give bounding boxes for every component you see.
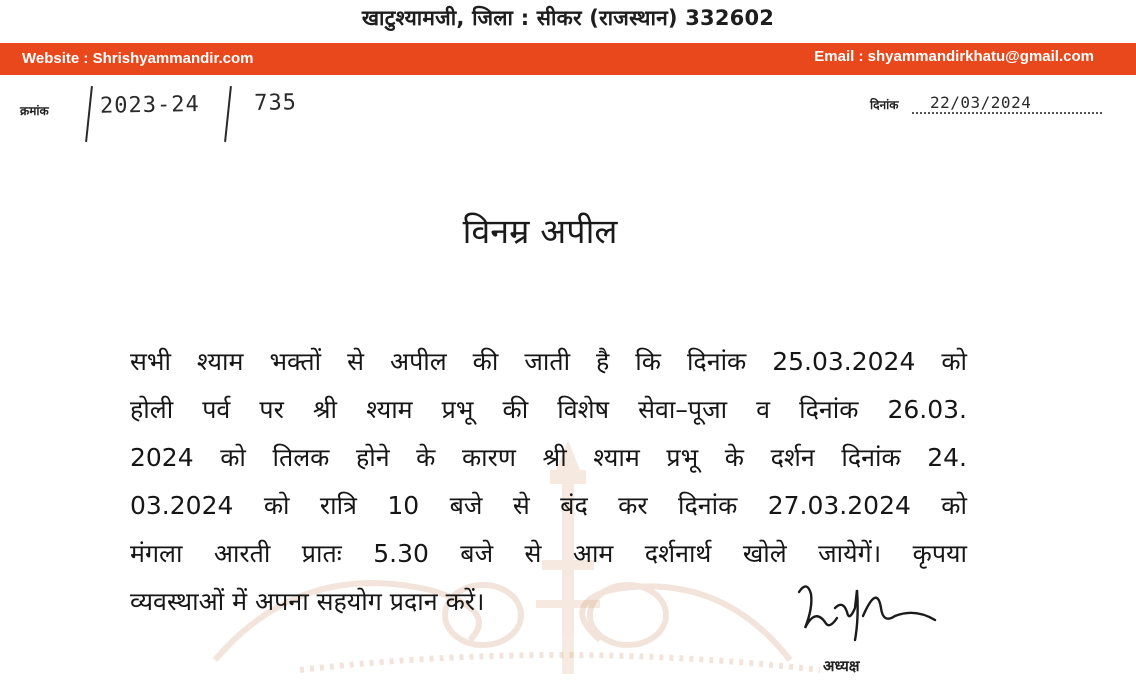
body-line: होली पर्व पर श्री श्याम प्रभू की विशेष सेवा–पूजा व दिनांक 26.03. xyxy=(130,395,967,424)
letter-title: विनम्र अपील xyxy=(462,212,618,252)
website-link[interactable]: Website : Shrishyammandir.com xyxy=(22,50,254,67)
date-dotted-line xyxy=(912,112,1102,114)
reference-number xyxy=(100,90,297,118)
signatory-designation: अध्यक्ष xyxy=(823,657,860,675)
body-line: 2024 को तिलक होने के कारण श्री श्याम प्रभू के दर्शन दिनांक 24. xyxy=(130,443,967,472)
reference-label: क्रमांक xyxy=(20,104,49,118)
temple-address: खाटुश्यामजी, जिला : सीकर (राजस्थान) 332602 xyxy=(361,6,775,30)
reference-year: 2023-24 xyxy=(99,91,200,119)
signature-mark xyxy=(785,578,945,658)
date-value: 22/03/2024 xyxy=(930,93,1032,112)
email-link[interactable]: Email : shyammandirkhatu@gmail.com xyxy=(814,48,1094,65)
body-line: 03.2024 को रात्रि 10 बजे से बंद कर दिनांक 27.03.2024 को xyxy=(130,491,967,520)
body-line: व्यवस्थाओं में अपना सहयोग प्रदान करें। xyxy=(130,587,485,616)
contact-bar xyxy=(0,43,1136,75)
body-line: मंगला आरती प्रातः 5.30 बजे से आम दर्शनार्थ खोले जायेगें। कृपया xyxy=(130,539,967,568)
date-label: दिनांक xyxy=(870,98,899,112)
reference-serial: 735 xyxy=(253,90,298,117)
body-line: सभी श्याम भक्तों से अपील की जाती है कि दिनांक 25.03.2024 को xyxy=(130,347,967,376)
